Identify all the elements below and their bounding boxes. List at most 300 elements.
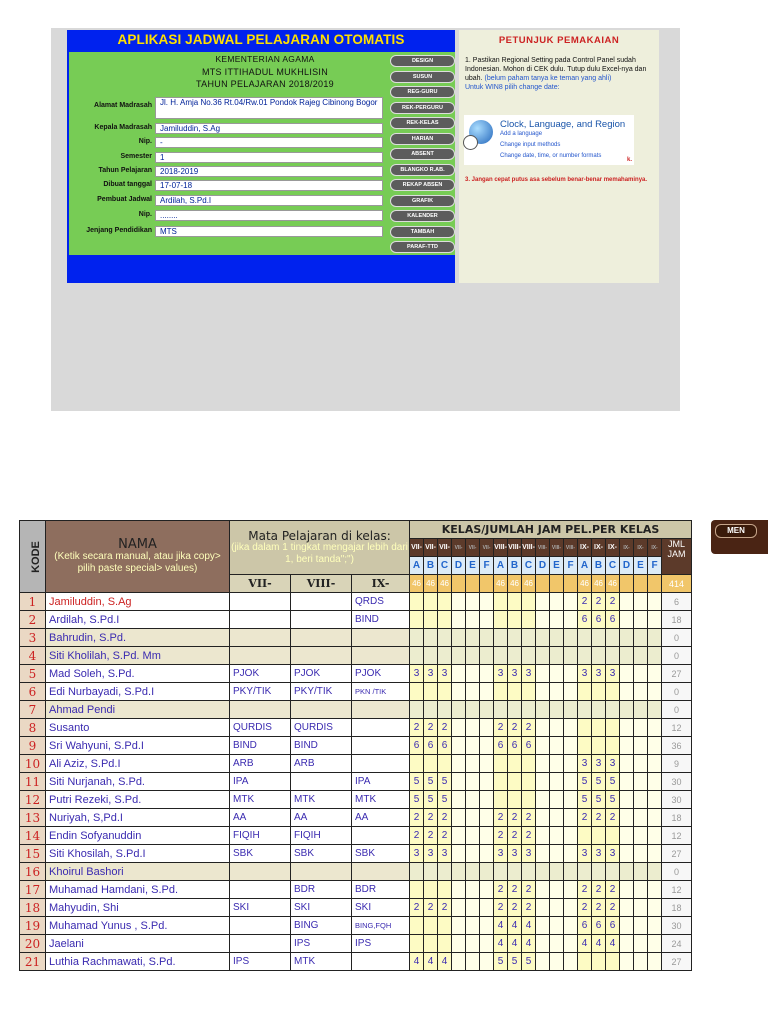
class-hours-cell[interactable] [410, 881, 424, 899]
class-hours-cell[interactable] [424, 611, 438, 629]
class-hours-cell[interactable] [648, 611, 662, 629]
class-hours-cell[interactable] [606, 953, 620, 971]
class-hours-cell[interactable] [634, 773, 648, 791]
teacher-name-cell[interactable]: Muhamad Hamdani, S.Pd. [46, 881, 230, 899]
class-hours-cell[interactable] [564, 953, 578, 971]
class-hours-cell[interactable] [452, 683, 466, 701]
class-hours-cell[interactable]: 2 [410, 899, 424, 917]
subject-cell-vii[interactable]: PKY/TIK [230, 683, 291, 701]
class-hours-cell[interactable]: 2 [592, 809, 606, 827]
class-hours-cell[interactable] [620, 809, 634, 827]
class-hours-cell[interactable] [564, 917, 578, 935]
class-hours-cell[interactable] [452, 593, 466, 611]
class-hours-cell[interactable] [536, 665, 550, 683]
field-value-input[interactable]: MTS [155, 226, 383, 237]
subject-cell-ix[interactable] [352, 827, 410, 845]
class-hours-cell[interactable] [634, 935, 648, 953]
teacher-name-cell[interactable]: Siti Nurjanah, S.Pd. [46, 773, 230, 791]
subject-cell-ix[interactable]: BIND [352, 611, 410, 629]
class-hours-cell[interactable]: 6 [508, 737, 522, 755]
class-hours-cell[interactable] [480, 611, 494, 629]
subject-cell-viii[interactable] [291, 647, 352, 665]
class-hours-cell[interactable]: 3 [606, 755, 620, 773]
class-hours-cell[interactable] [494, 629, 508, 647]
class-hours-cell[interactable] [536, 719, 550, 737]
add-language-link[interactable]: Add a language [500, 131, 543, 137]
class-hours-cell[interactable] [550, 881, 564, 899]
class-hours-cell[interactable] [452, 791, 466, 809]
class-hours-cell[interactable] [480, 755, 494, 773]
class-hours-cell[interactable]: 3 [592, 665, 606, 683]
class-hours-cell[interactable] [508, 755, 522, 773]
class-hours-cell[interactable] [466, 593, 480, 611]
class-hours-cell[interactable] [634, 629, 648, 647]
class-hours-cell[interactable] [578, 737, 592, 755]
class-hours-cell[interactable] [578, 719, 592, 737]
class-hours-cell[interactable] [648, 773, 662, 791]
class-hours-cell[interactable] [634, 701, 648, 719]
subject-cell-vii[interactable] [230, 863, 291, 881]
class-hours-cell[interactable] [438, 881, 452, 899]
class-hours-cell[interactable]: 2 [508, 881, 522, 899]
class-hours-cell[interactable] [536, 755, 550, 773]
class-hours-cell[interactable]: 2 [438, 827, 452, 845]
class-hours-cell[interactable]: 3 [410, 665, 424, 683]
class-hours-cell[interactable]: 3 [592, 845, 606, 863]
class-hours-cell[interactable] [536, 701, 550, 719]
class-hours-cell[interactable] [480, 629, 494, 647]
class-hours-cell[interactable] [480, 863, 494, 881]
class-hours-cell[interactable] [480, 773, 494, 791]
class-hours-cell[interactable]: 2 [410, 809, 424, 827]
class-hours-cell[interactable]: 5 [424, 791, 438, 809]
class-hours-cell[interactable] [550, 647, 564, 665]
class-hours-cell[interactable] [452, 863, 466, 881]
class-hours-cell[interactable] [550, 953, 564, 971]
subject-cell-vii[interactable] [230, 701, 291, 719]
class-hours-cell[interactable]: 2 [424, 809, 438, 827]
class-hours-cell[interactable] [634, 953, 648, 971]
class-hours-cell[interactable] [536, 863, 550, 881]
class-hours-cell[interactable] [494, 611, 508, 629]
class-hours-cell[interactable] [452, 809, 466, 827]
class-hours-cell[interactable]: 3 [438, 665, 452, 683]
class-hours-cell[interactable] [550, 701, 564, 719]
class-hours-cell[interactable] [424, 629, 438, 647]
class-hours-cell[interactable] [550, 917, 564, 935]
class-hours-cell[interactable] [536, 917, 550, 935]
class-hours-cell[interactable]: 2 [438, 809, 452, 827]
class-hours-cell[interactable] [606, 629, 620, 647]
class-hours-cell[interactable]: 4 [508, 917, 522, 935]
subject-cell-ix[interactable] [352, 629, 410, 647]
class-hours-cell[interactable] [466, 845, 480, 863]
class-hours-cell[interactable]: 3 [508, 845, 522, 863]
class-hours-cell[interactable] [648, 917, 662, 935]
menu-button-blangko-r-ab[interactable]: BLANGKO R.AB. [390, 164, 455, 176]
class-hours-cell[interactable] [648, 845, 662, 863]
subject-cell-vii[interactable] [230, 593, 291, 611]
class-hours-cell[interactable] [564, 719, 578, 737]
class-hours-cell[interactable] [494, 773, 508, 791]
class-hours-cell[interactable]: 3 [424, 665, 438, 683]
class-hours-cell[interactable]: 3 [592, 755, 606, 773]
class-hours-cell[interactable] [466, 863, 480, 881]
class-hours-cell[interactable] [634, 647, 648, 665]
subject-cell-ix[interactable]: BING,FQH [352, 917, 410, 935]
class-hours-cell[interactable] [550, 737, 564, 755]
teacher-name-cell[interactable]: Siti Kholilah, S.Pd. Mm [46, 647, 230, 665]
class-hours-cell[interactable] [620, 665, 634, 683]
class-hours-cell[interactable]: 2 [438, 719, 452, 737]
class-hours-cell[interactable] [536, 629, 550, 647]
class-hours-cell[interactable] [620, 791, 634, 809]
class-hours-cell[interactable]: 2 [592, 593, 606, 611]
class-hours-cell[interactable] [508, 863, 522, 881]
class-hours-cell[interactable] [648, 719, 662, 737]
class-hours-cell[interactable] [536, 611, 550, 629]
teacher-name-cell[interactable]: Ahmad Pendi [46, 701, 230, 719]
subject-cell-vii[interactable]: IPA [230, 773, 291, 791]
class-hours-cell[interactable] [536, 827, 550, 845]
class-hours-cell[interactable] [648, 755, 662, 773]
teacher-name-cell[interactable]: Ardilah, S.Pd.I [46, 611, 230, 629]
subject-cell-ix[interactable]: IPS [352, 935, 410, 953]
class-hours-cell[interactable] [578, 629, 592, 647]
class-hours-cell[interactable] [522, 611, 536, 629]
teacher-name-cell[interactable]: Jamiluddin, S.Ag [46, 593, 230, 611]
class-hours-cell[interactable] [508, 593, 522, 611]
class-hours-cell[interactable] [508, 791, 522, 809]
class-hours-cell[interactable] [620, 683, 634, 701]
class-hours-cell[interactable] [634, 845, 648, 863]
class-hours-cell[interactable] [508, 647, 522, 665]
class-hours-cell[interactable] [508, 773, 522, 791]
class-hours-cell[interactable]: 5 [508, 953, 522, 971]
subject-cell-vii[interactable] [230, 935, 291, 953]
subject-cell-vii[interactable]: ARB [230, 755, 291, 773]
class-hours-cell[interactable] [620, 827, 634, 845]
class-hours-cell[interactable] [634, 683, 648, 701]
class-hours-cell[interactable]: 2 [522, 827, 536, 845]
class-hours-cell[interactable]: 2 [424, 827, 438, 845]
class-hours-cell[interactable] [452, 719, 466, 737]
class-hours-cell[interactable] [522, 593, 536, 611]
class-hours-cell[interactable] [620, 845, 634, 863]
subject-cell-viii[interactable]: PKY/TIK [291, 683, 352, 701]
teacher-name-cell[interactable]: Muhamad Yunus , S.Pd. [46, 917, 230, 935]
menu-button-reg-guru[interactable]: REG-GURU [390, 86, 455, 98]
class-hours-cell[interactable] [620, 773, 634, 791]
class-hours-cell[interactable] [606, 863, 620, 881]
subject-cell-vii[interactable]: FIQIH [230, 827, 291, 845]
class-hours-cell[interactable]: 4 [522, 917, 536, 935]
class-hours-cell[interactable] [550, 611, 564, 629]
class-hours-cell[interactable] [480, 791, 494, 809]
class-hours-cell[interactable] [634, 755, 648, 773]
teacher-name-cell[interactable]: Susanto [46, 719, 230, 737]
class-hours-cell[interactable] [620, 917, 634, 935]
class-hours-cell[interactable] [536, 953, 550, 971]
class-hours-cell[interactable]: 6 [592, 917, 606, 935]
class-hours-cell[interactable] [494, 863, 508, 881]
subject-cell-vii[interactable]: BIND [230, 737, 291, 755]
class-hours-cell[interactable] [592, 953, 606, 971]
subject-cell-vii[interactable] [230, 629, 291, 647]
class-hours-cell[interactable] [592, 827, 606, 845]
subject-cell-ix[interactable] [352, 863, 410, 881]
class-hours-cell[interactable] [550, 629, 564, 647]
subject-cell-vii[interactable] [230, 917, 291, 935]
class-hours-cell[interactable] [536, 791, 550, 809]
teacher-name-cell[interactable]: Luthia Rachmawati, S.Pd. [46, 953, 230, 971]
class-hours-cell[interactable] [620, 953, 634, 971]
class-hours-cell[interactable] [452, 665, 466, 683]
class-hours-cell[interactable]: 6 [410, 737, 424, 755]
class-hours-cell[interactable] [424, 917, 438, 935]
class-hours-cell[interactable] [410, 611, 424, 629]
subject-cell-vii[interactable]: MTK [230, 791, 291, 809]
class-hours-cell[interactable] [438, 701, 452, 719]
class-hours-cell[interactable] [564, 647, 578, 665]
class-hours-cell[interactable] [536, 881, 550, 899]
menu-button-rek-perguru[interactable]: REK-PERGURU [390, 102, 455, 114]
class-hours-cell[interactable]: 2 [410, 719, 424, 737]
class-hours-cell[interactable]: 2 [494, 881, 508, 899]
class-hours-cell[interactable] [578, 683, 592, 701]
class-hours-cell[interactable] [452, 845, 466, 863]
class-hours-cell[interactable]: 3 [578, 755, 592, 773]
subject-cell-viii[interactable]: ARB [291, 755, 352, 773]
class-hours-cell[interactable] [592, 719, 606, 737]
class-hours-cell[interactable]: 3 [522, 845, 536, 863]
class-hours-cell[interactable] [550, 899, 564, 917]
class-hours-cell[interactable] [522, 701, 536, 719]
menu-button-rekap-absen[interactable]: REKAP ABSEN [390, 179, 455, 191]
class-hours-cell[interactable] [578, 647, 592, 665]
class-hours-cell[interactable] [480, 935, 494, 953]
class-hours-cell[interactable] [634, 791, 648, 809]
class-hours-cell[interactable] [564, 881, 578, 899]
class-hours-cell[interactable]: 6 [578, 611, 592, 629]
field-value-input[interactable]: - [155, 137, 383, 148]
class-hours-cell[interactable]: 5 [522, 953, 536, 971]
class-hours-cell[interactable] [410, 863, 424, 881]
class-hours-cell[interactable] [536, 809, 550, 827]
class-hours-cell[interactable] [452, 881, 466, 899]
class-hours-cell[interactable]: 2 [494, 827, 508, 845]
class-hours-cell[interactable] [452, 773, 466, 791]
class-hours-cell[interactable] [620, 881, 634, 899]
class-hours-cell[interactable] [438, 611, 452, 629]
teacher-name-cell[interactable]: Putri Rezeki, S.Pd. [46, 791, 230, 809]
class-hours-cell[interactable]: 2 [508, 899, 522, 917]
class-hours-cell[interactable] [564, 845, 578, 863]
class-hours-cell[interactable] [592, 629, 606, 647]
class-hours-cell[interactable] [592, 863, 606, 881]
class-hours-cell[interactable]: 5 [438, 773, 452, 791]
menu-button-susun[interactable]: SUSUN [390, 71, 455, 83]
subject-cell-viii[interactable]: AA [291, 809, 352, 827]
class-hours-cell[interactable] [424, 647, 438, 665]
class-hours-cell[interactable] [592, 683, 606, 701]
class-hours-cell[interactable] [466, 917, 480, 935]
class-hours-cell[interactable] [564, 827, 578, 845]
menu-button-tambah[interactable]: TAMBAH [390, 226, 455, 238]
class-hours-cell[interactable] [550, 683, 564, 701]
class-hours-cell[interactable] [536, 773, 550, 791]
class-hours-cell[interactable]: 2 [606, 809, 620, 827]
class-hours-cell[interactable] [424, 881, 438, 899]
class-hours-cell[interactable] [424, 593, 438, 611]
class-hours-cell[interactable]: 2 [606, 593, 620, 611]
subject-cell-vii[interactable] [230, 647, 291, 665]
class-hours-cell[interactable] [578, 827, 592, 845]
class-hours-cell[interactable] [424, 755, 438, 773]
menu-button-rek-kelas[interactable]: REK-KELAS [390, 117, 455, 129]
class-hours-cell[interactable] [480, 593, 494, 611]
subject-cell-viii[interactable]: MTK [291, 953, 352, 971]
class-hours-cell[interactable] [634, 917, 648, 935]
class-hours-cell[interactable]: 4 [508, 935, 522, 953]
class-hours-cell[interactable] [634, 863, 648, 881]
subject-cell-viii[interactable]: BING [291, 917, 352, 935]
menu-button-kalender[interactable]: KALENDER [390, 210, 455, 222]
class-hours-cell[interactable]: 3 [522, 665, 536, 683]
class-hours-cell[interactable]: 4 [424, 953, 438, 971]
class-hours-cell[interactable] [452, 701, 466, 719]
class-hours-cell[interactable] [438, 629, 452, 647]
class-hours-cell[interactable] [550, 809, 564, 827]
class-hours-cell[interactable] [606, 701, 620, 719]
class-hours-cell[interactable] [648, 593, 662, 611]
class-hours-cell[interactable] [536, 737, 550, 755]
class-hours-cell[interactable] [634, 593, 648, 611]
subject-cell-viii[interactable]: MTK [291, 791, 352, 809]
class-hours-cell[interactable] [466, 683, 480, 701]
class-hours-cell[interactable] [620, 935, 634, 953]
class-hours-cell[interactable] [564, 935, 578, 953]
class-hours-cell[interactable]: 4 [438, 953, 452, 971]
subject-cell-viii[interactable] [291, 773, 352, 791]
class-hours-cell[interactable] [648, 953, 662, 971]
menu-button-design[interactable]: DESIGN [390, 55, 455, 67]
class-hours-cell[interactable]: 5 [424, 773, 438, 791]
teacher-name-cell[interactable]: Siti Khosilah, S.Pd.I [46, 845, 230, 863]
class-hours-cell[interactable] [564, 701, 578, 719]
class-hours-cell[interactable] [480, 683, 494, 701]
class-hours-cell[interactable] [480, 737, 494, 755]
class-hours-cell[interactable] [424, 935, 438, 953]
class-hours-cell[interactable] [634, 899, 648, 917]
class-hours-cell[interactable]: 5 [410, 791, 424, 809]
class-hours-cell[interactable] [564, 665, 578, 683]
menu-button-paraf-ttd[interactable]: PARAF-TTD [390, 241, 455, 253]
field-value-input[interactable]: 2018-2019 [155, 166, 383, 177]
class-hours-cell[interactable] [410, 935, 424, 953]
class-hours-cell[interactable] [438, 935, 452, 953]
menu-button-grafik[interactable]: GRAFIK [390, 195, 455, 207]
class-hours-cell[interactable] [550, 773, 564, 791]
teacher-name-cell[interactable]: Khoirul Bashori [46, 863, 230, 881]
class-hours-cell[interactable] [508, 683, 522, 701]
class-hours-cell[interactable] [424, 701, 438, 719]
class-hours-cell[interactable] [564, 863, 578, 881]
class-hours-cell[interactable]: 3 [494, 845, 508, 863]
class-hours-cell[interactable]: 4 [522, 935, 536, 953]
teacher-name-cell[interactable]: Sri Wahyuni, S.Pd.I [46, 737, 230, 755]
class-hours-cell[interactable] [466, 827, 480, 845]
class-hours-cell[interactable] [522, 629, 536, 647]
teacher-name-cell[interactable]: Bahrudin, S.Pd. [46, 629, 230, 647]
class-hours-cell[interactable] [410, 917, 424, 935]
class-hours-cell[interactable]: 6 [592, 611, 606, 629]
subject-cell-ix[interactable]: QRDS [352, 593, 410, 611]
class-hours-cell[interactable] [634, 665, 648, 683]
class-hours-cell[interactable] [536, 593, 550, 611]
class-hours-cell[interactable]: 5 [578, 773, 592, 791]
class-hours-cell[interactable] [522, 773, 536, 791]
class-hours-cell[interactable] [564, 791, 578, 809]
class-hours-cell[interactable] [564, 611, 578, 629]
class-hours-cell[interactable] [550, 827, 564, 845]
subject-cell-vii[interactable]: IPS [230, 953, 291, 971]
class-hours-cell[interactable] [578, 953, 592, 971]
clock-language-region-link[interactable]: Clock, Language, and Region [500, 119, 626, 130]
class-hours-cell[interactable] [564, 683, 578, 701]
class-hours-cell[interactable] [578, 863, 592, 881]
class-hours-cell[interactable] [620, 647, 634, 665]
class-hours-cell[interactable]: 2 [578, 899, 592, 917]
class-hours-cell[interactable] [480, 701, 494, 719]
class-hours-cell[interactable] [438, 683, 452, 701]
change-date-format-link[interactable]: Change date, time, or number formats [500, 153, 602, 159]
class-hours-cell[interactable]: 4 [606, 935, 620, 953]
class-hours-cell[interactable] [648, 827, 662, 845]
class-hours-cell[interactable] [648, 809, 662, 827]
subject-cell-ix[interactable]: AA [352, 809, 410, 827]
class-hours-cell[interactable]: 5 [438, 791, 452, 809]
class-hours-cell[interactable] [466, 665, 480, 683]
class-hours-cell[interactable] [522, 683, 536, 701]
subject-cell-viii[interactable]: QURDIS [291, 719, 352, 737]
class-hours-cell[interactable] [438, 755, 452, 773]
class-hours-cell[interactable] [508, 611, 522, 629]
class-hours-cell[interactable] [620, 719, 634, 737]
class-hours-cell[interactable] [494, 755, 508, 773]
class-hours-cell[interactable]: 2 [522, 881, 536, 899]
class-hours-cell[interactable] [438, 647, 452, 665]
class-hours-cell[interactable] [536, 683, 550, 701]
class-hours-cell[interactable] [536, 647, 550, 665]
class-hours-cell[interactable] [564, 629, 578, 647]
class-hours-cell[interactable] [480, 647, 494, 665]
class-hours-cell[interactable]: 2 [606, 881, 620, 899]
class-hours-cell[interactable] [466, 791, 480, 809]
subject-cell-ix[interactable] [352, 737, 410, 755]
class-hours-cell[interactable]: 2 [592, 899, 606, 917]
subject-cell-ix[interactable]: PJOK [352, 665, 410, 683]
class-hours-cell[interactable] [620, 737, 634, 755]
field-value-input[interactable]: Jl. H. Amja No.36 Rt.04/Rw.01 Pondok Rajeg Cibinong Bogor [155, 97, 383, 119]
class-hours-cell[interactable] [494, 701, 508, 719]
subject-cell-viii[interactable]: PJOK [291, 665, 352, 683]
class-hours-cell[interactable] [410, 683, 424, 701]
class-hours-cell[interactable] [648, 665, 662, 683]
class-hours-cell[interactable] [550, 755, 564, 773]
class-hours-cell[interactable] [564, 899, 578, 917]
class-hours-cell[interactable] [592, 647, 606, 665]
